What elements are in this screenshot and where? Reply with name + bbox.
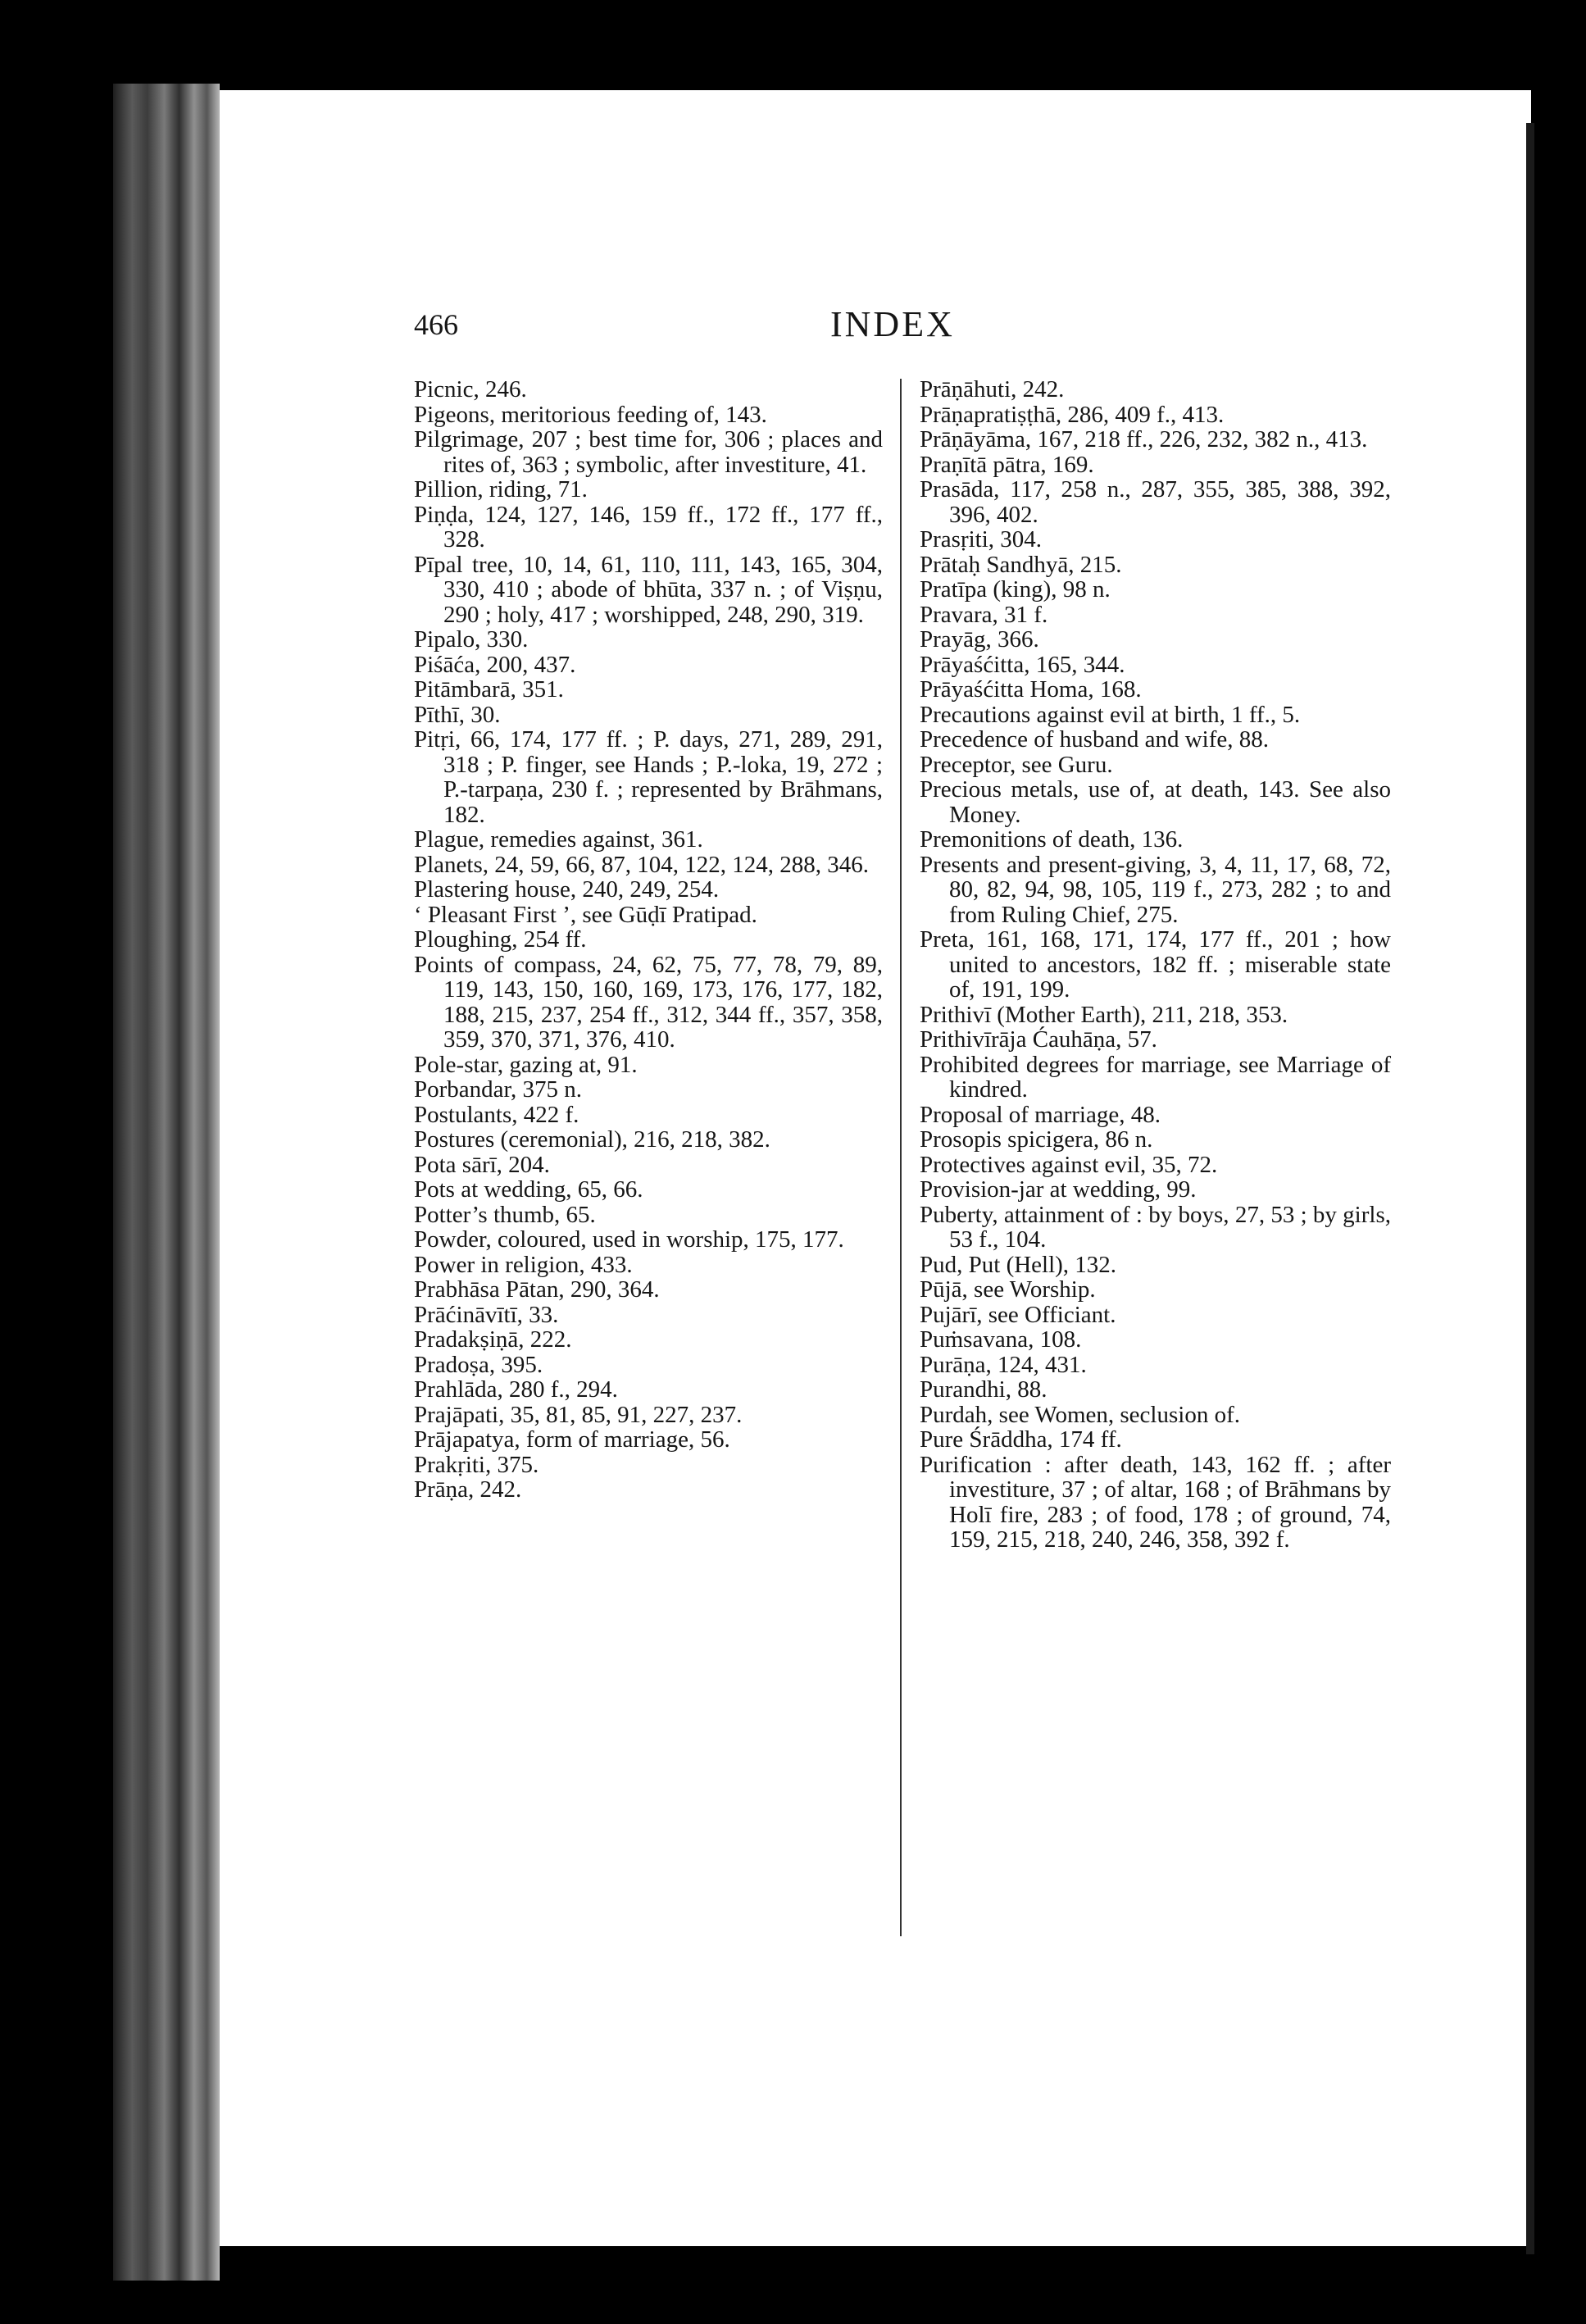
index-entry: Proposal of marriage, 48. bbox=[920, 1101, 1161, 1128]
page-header bbox=[414, 300, 1053, 349]
index-entry: Precautions against evil at birth, 1 ff., 5. bbox=[920, 701, 1301, 728]
index-entry: Provision-jar at wedding, 99. bbox=[920, 1176, 1197, 1203]
index-entry: Prajāpati, 35, 81, 85, 91, 227, 237. bbox=[414, 1401, 743, 1428]
index-entry: Prāćināvītī, 33. bbox=[414, 1301, 559, 1328]
index-entry: Preta, 161, 168, 171, 174, 177 ff., 201 ; how united to ancestors, 182 ff. ; miserable state of, 191, 199. bbox=[920, 926, 1391, 1003]
index-entry: Pujārī, see Officiant. bbox=[920, 1301, 1116, 1328]
index-entry: Prāṇapratiṣṭhā, 286, 409 f., 413. bbox=[920, 401, 1225, 428]
index-entry: Pillion, riding, 71. bbox=[414, 476, 588, 503]
index-entry: Pravara, 31 f. bbox=[920, 601, 1048, 628]
index-entry: Prosopis spicigera, 86 n. bbox=[920, 1126, 1153, 1153]
index-entry: Prayāg, 366. bbox=[920, 626, 1039, 653]
page-number: 466 bbox=[414, 308, 458, 341]
index-entry: Pitṛi, 66, 174, 177 ff. ; P. days, 271, 289, 291, 318 ; P. finger, see Hands ; P.-loka, 19, 272 ; P.-tarpaṇa, 230 f. ; represented by Brāhmans, 182. bbox=[414, 726, 883, 828]
index-entry: Purdah, see Women, seclusion of. bbox=[920, 1401, 1240, 1428]
index-entry: Postures (ceremonial), 216, 218, 382. bbox=[414, 1126, 770, 1153]
index-entry: Prasṛiti, 304. bbox=[920, 526, 1043, 553]
index-entry: Pigeons, meritorious feeding of, 143. bbox=[414, 401, 767, 428]
index-entry: Power in religion, 433. bbox=[414, 1251, 633, 1278]
index-entry: Preceptor, see Guru. bbox=[920, 751, 1113, 778]
index-entry: Pota sārī, 204. bbox=[414, 1151, 550, 1178]
column-divider bbox=[900, 379, 902, 1936]
index-entry: Prahlāda, 280 f., 294. bbox=[414, 1376, 618, 1403]
index-entry: Powder, coloured, used in worship, 175, 177. bbox=[414, 1226, 844, 1253]
index-entry: Prāṇa, 242. bbox=[414, 1476, 522, 1503]
running-head: INDEX bbox=[830, 304, 955, 344]
book-spine bbox=[113, 84, 220, 2281]
index-entry: Picnic, 246. bbox=[414, 376, 527, 402]
index-entry: Piṇḍa, 124, 127, 146, 159 ff., 172 ff., 177 ff., 328. bbox=[414, 501, 883, 553]
index-entry: Prasāda, 117, 258 n., 287, 355, 385, 388, 392, 396, 402. bbox=[920, 476, 1391, 528]
index-entry: Purandhi, 88. bbox=[920, 1376, 1047, 1403]
index-entry: Purāṇa, 124, 431. bbox=[920, 1351, 1087, 1378]
index-entry: Plastering house, 240, 249, 254. bbox=[414, 876, 720, 903]
index-entry: Prithivīrāja Ćauhāṇa, 57. bbox=[920, 1026, 1157, 1053]
index-entry: Pratīpa (king), 98 n. bbox=[920, 576, 1111, 603]
index-entry: Plague, remedies against, 361. bbox=[414, 826, 703, 853]
index-entry: Ploughing, 254 ff. bbox=[414, 926, 587, 953]
index-entry: Precedence of husband and wife, 88. bbox=[920, 726, 1269, 753]
index-entry: Pilgrimage, 207 ; best time for, 306 ; places and rites of, 363 ; symbolic, after investiture, 41. bbox=[414, 426, 883, 478]
index-entry: Premonitions of death, 136. bbox=[920, 826, 1184, 853]
index-entry: ‘ Pleasant First ’, see Gūḍī Pratipad. bbox=[414, 901, 757, 928]
index-entry: Postulants, 422 f. bbox=[414, 1101, 579, 1128]
index-entry: Pitāmbarā, 351. bbox=[414, 676, 564, 703]
index-entry: Prāṇāhuti, 242. bbox=[920, 376, 1065, 402]
index-entry: Planets, 24, 59, 66, 87, 104, 122, 124, 288, 346. bbox=[414, 851, 870, 878]
index-entry: Piśāća, 200, 437. bbox=[414, 651, 576, 678]
index-entry: Prājapatya, form of marriage, 56. bbox=[414, 1426, 730, 1453]
index-column-right bbox=[920, 377, 1391, 1553]
index-entry: Porbandar, 375 n. bbox=[414, 1076, 583, 1103]
index-entry: Prāṇāyāma, 167, 218 ff., 226, 232, 382 n., 413. bbox=[920, 426, 1368, 453]
index-entry: Pud, Put (Hell), 132. bbox=[920, 1251, 1117, 1278]
index-entry: Puberty, attainment of : by boys, 27, 53 ; by girls, 53 f., 104. bbox=[920, 1201, 1391, 1253]
index-entry: Prāyaśćitta Homa, 168. bbox=[920, 676, 1142, 703]
index-entry: Prakṛiti, 375. bbox=[414, 1451, 539, 1478]
index-entry: Precious metals, use of, at death, 143. See also Money. bbox=[920, 776, 1391, 828]
index-entry: Potter’s thumb, 65. bbox=[414, 1201, 596, 1228]
index-entry: Prabhāsa Pātan, 290, 364. bbox=[414, 1276, 660, 1303]
index-entry: Pīpal tree, 10, 14, 61, 110, 111, 143, 165, 304, 330, 410 ; abode of bhūta, 337 n. ; of Viṣṇu, 290 ; holy, 417 ; worshipped, 248, 290, 319. bbox=[414, 551, 883, 628]
index-entry: Prātaḥ Sandhyā, 215. bbox=[920, 551, 1122, 578]
index-entry: Pradoṣa, 395. bbox=[414, 1351, 543, 1378]
index-entry: Purification : after death, 143, 162 ff. ; after investiture, 37 ; of altar, 168 ; of Brāhmans by Holī fire, 283 ; of food, 178 ; of ground, 74, 159, 215, 218, 240, 246, 358, 392 f. bbox=[920, 1451, 1391, 1553]
index-entry: Pole-star, gazing at, 91. bbox=[414, 1051, 638, 1078]
index-entry: Pūjā, see Worship. bbox=[920, 1276, 1096, 1303]
index-entry: Pots at wedding, 65, 66. bbox=[414, 1176, 643, 1203]
index-entry: Puṁsavana, 108. bbox=[920, 1326, 1082, 1353]
index-entry: Pīthī, 30. bbox=[414, 701, 501, 728]
index-entry: Prithivī (Mother Earth), 211, 218, 353. bbox=[920, 1001, 1288, 1028]
index-column-left bbox=[414, 377, 883, 1503]
index-entry: Pure Śrāddha, 174 ff. bbox=[920, 1426, 1122, 1453]
index-entry: Prāyaśćitta, 165, 344. bbox=[920, 651, 1125, 678]
index-entry: Presents and present-giving, 3, 4, 11, 17, 68, 72, 80, 82, 94, 98, 105, 119 f., 273, 282 ; to and from Ruling Chief, 275. bbox=[920, 851, 1391, 928]
index-entry: Pradakṣiṇā, 222. bbox=[414, 1326, 572, 1353]
index-entry: Praṇītā pātra, 169. bbox=[920, 451, 1094, 478]
index-entry: Protectives against evil, 35, 72. bbox=[920, 1151, 1218, 1178]
index-entry: Points of compass, 24, 62, 75, 77, 78, 79, 89, 119, 143, 150, 160, 169, 173, 176, 177, 182, 188, 215, 237, 254 ff., 312, 344 ff., 357, 358, 359, 370, 371, 376, 410. bbox=[414, 951, 883, 1053]
index-entry: Prohibited degrees for marriage, see Marriage of kindred. bbox=[920, 1051, 1391, 1103]
index-entry: Pipalo, 330. bbox=[414, 626, 529, 653]
facing-page-edge bbox=[1526, 123, 1534, 2254]
